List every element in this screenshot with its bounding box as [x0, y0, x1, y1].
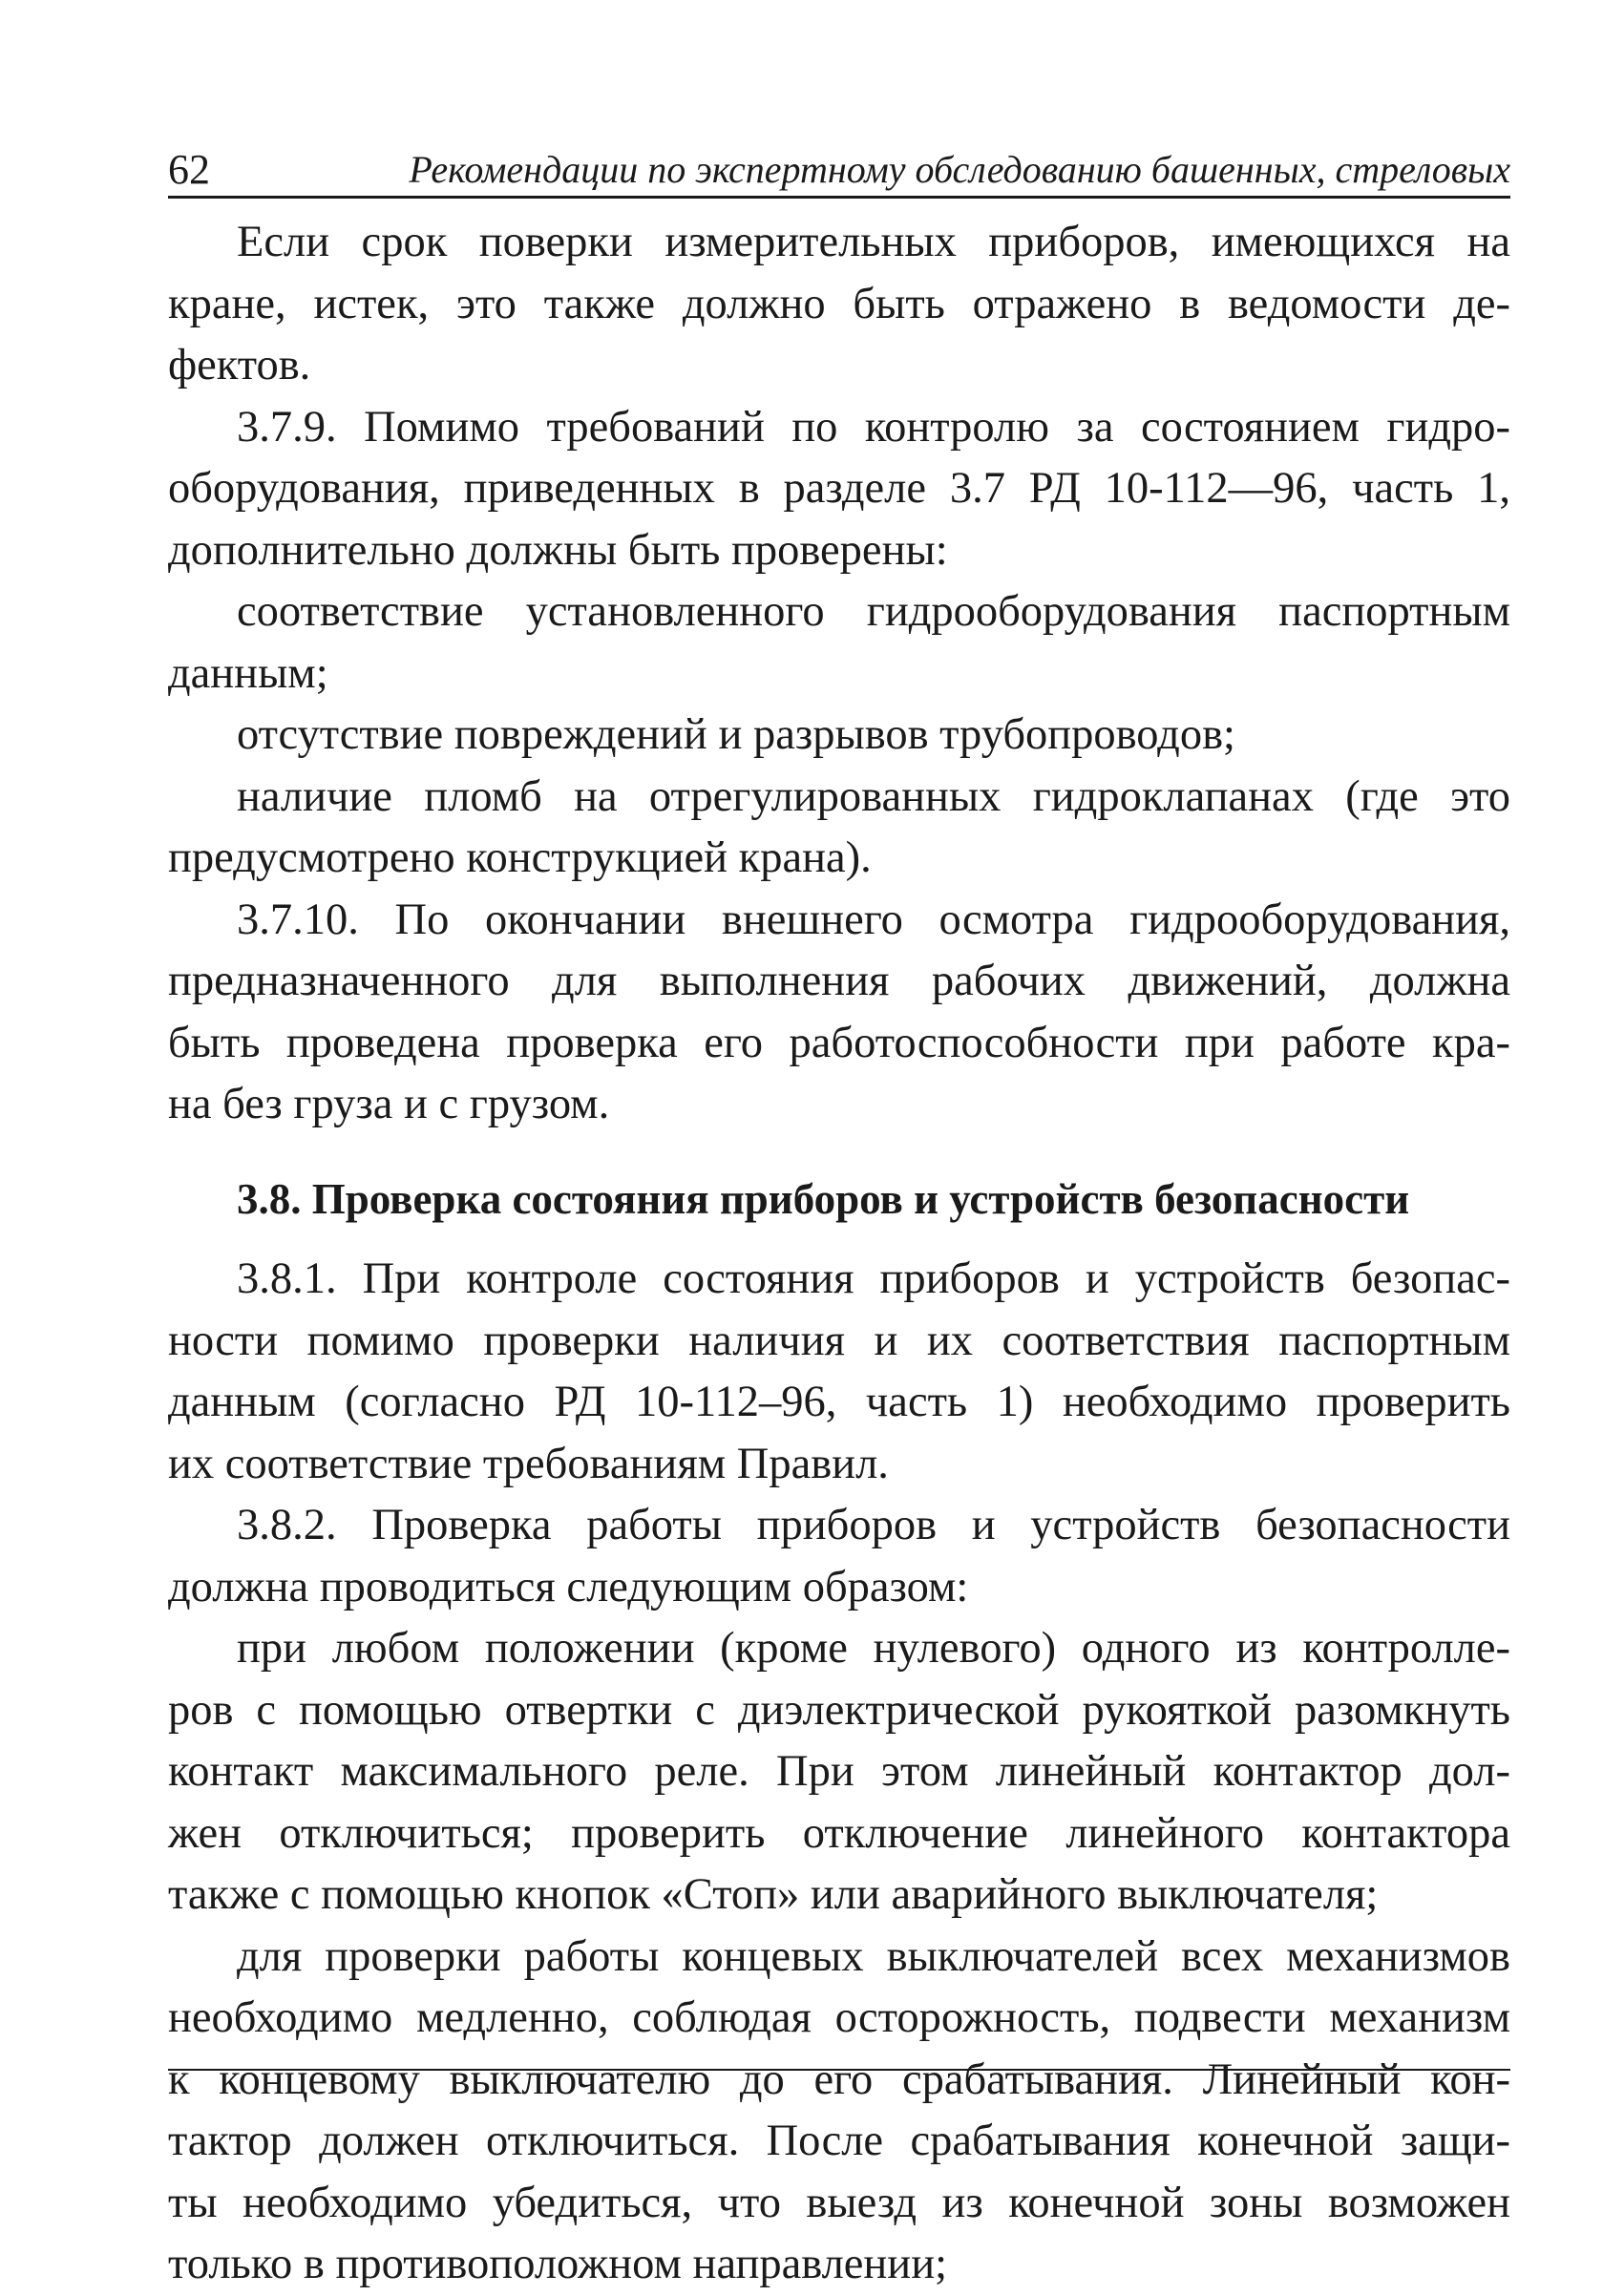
running-title: Рекомендации по экспертному обследованию башенных, стреловых: [409, 148, 1510, 191]
text-line: предназначенного для выполнения рабочих движений, должна: [168, 957, 1510, 1005]
text-line: предусмотрено конструкцией крана).: [168, 833, 872, 882]
text-line: для проверки работы концевых выключателей всех механизмов: [237, 1931, 1510, 1981]
text-line: должна проводиться следующим образом:: [168, 1562, 969, 1611]
text-line: 3.7.9. Помимо требований по контролю за состоянием гидро-: [237, 402, 1510, 452]
section-heading: 3.8. Проверка состояния приборов и устройств безопасности: [237, 1174, 1410, 1223]
text-line: быть проведена проверка его работоспособности при работе кра-: [168, 1018, 1510, 1067]
text-line: ров с помощью отвертки с диэлектрической рукояткой разомкнуть: [168, 1685, 1510, 1735]
text-line: жен отключиться; проверить отключение линейного контактора: [168, 1808, 1510, 1858]
text-line: к концевому выключателю до его срабатывания. Линейный кон-: [168, 2054, 1510, 2104]
running-head: [168, 143, 1510, 197]
text-line: наличие пломб на отрегулированных гидроклапанах (где это: [237, 771, 1510, 821]
text-line: тактор должен отключиться. После срабатывания конечной защи-: [168, 2117, 1510, 2165]
text-line: 3.8.1. При контроле состояния приборов и устройств безопас-: [237, 1254, 1510, 1303]
text-line: фектов.: [168, 341, 311, 390]
text-line: данным (согласно РД 10-112–96, часть 1) необходимо проверить: [168, 1378, 1510, 1426]
text-line: ности помимо проверки наличия и их соответствия паспортным: [168, 1316, 1510, 1365]
text-line: только в противоположном направлении;: [168, 2240, 947, 2288]
heading-gap: [168, 1230, 1510, 1249]
section-gap: [168, 1136, 1510, 1169]
footer-rule: [168, 2069, 1510, 2071]
text-line: отсутствие повреждений и разрывов трубопроводов;: [237, 710, 1235, 759]
text-line: на без груза и с грузом.: [168, 1080, 610, 1128]
text-line: соответствие установленного гидрооборудования паспортным: [237, 587, 1510, 636]
text-line: данным;: [168, 648, 328, 698]
text-line: 3.7.10. По окончании внешнего осмотра гидрооборудования,: [237, 895, 1510, 944]
text-line: необходимо медленно, соблюдая осторожность, подвести механизм: [168, 1993, 1510, 2042]
body-text: [168, 212, 1510, 2296]
text-line: кране, истек, это также должно быть отражено в ведомости де-: [168, 279, 1510, 328]
text-line: ты необходимо убедиться, что выезд из конечной зоны возможен: [168, 2178, 1510, 2227]
text-line: дополнительно должны быть проверены:: [168, 525, 948, 575]
text-line: 3.8.2. Проверка работы приборов и устройств безопасности: [237, 1501, 1510, 1549]
text-line: при любом положении (кроме нулевого) одного из контролле-: [237, 1624, 1510, 1673]
text-line: также с помощью кнопок «Стоп» или аварийного выключателя;: [168, 1870, 1379, 1919]
text-line: оборудования, приведенных в разделе 3.7 РД 10-112—96, часть 1,: [168, 464, 1510, 513]
text-line: Если срок поверки измерительных приборов, имеющихся на: [237, 218, 1510, 266]
text-line: их соответствие требованиям Правил.: [168, 1439, 889, 1488]
header-rule: [168, 196, 1510, 199]
text-line: контакт максимального реле. При этом линейный контактор дол-: [168, 1747, 1510, 1796]
page-number: 62: [168, 146, 210, 193]
